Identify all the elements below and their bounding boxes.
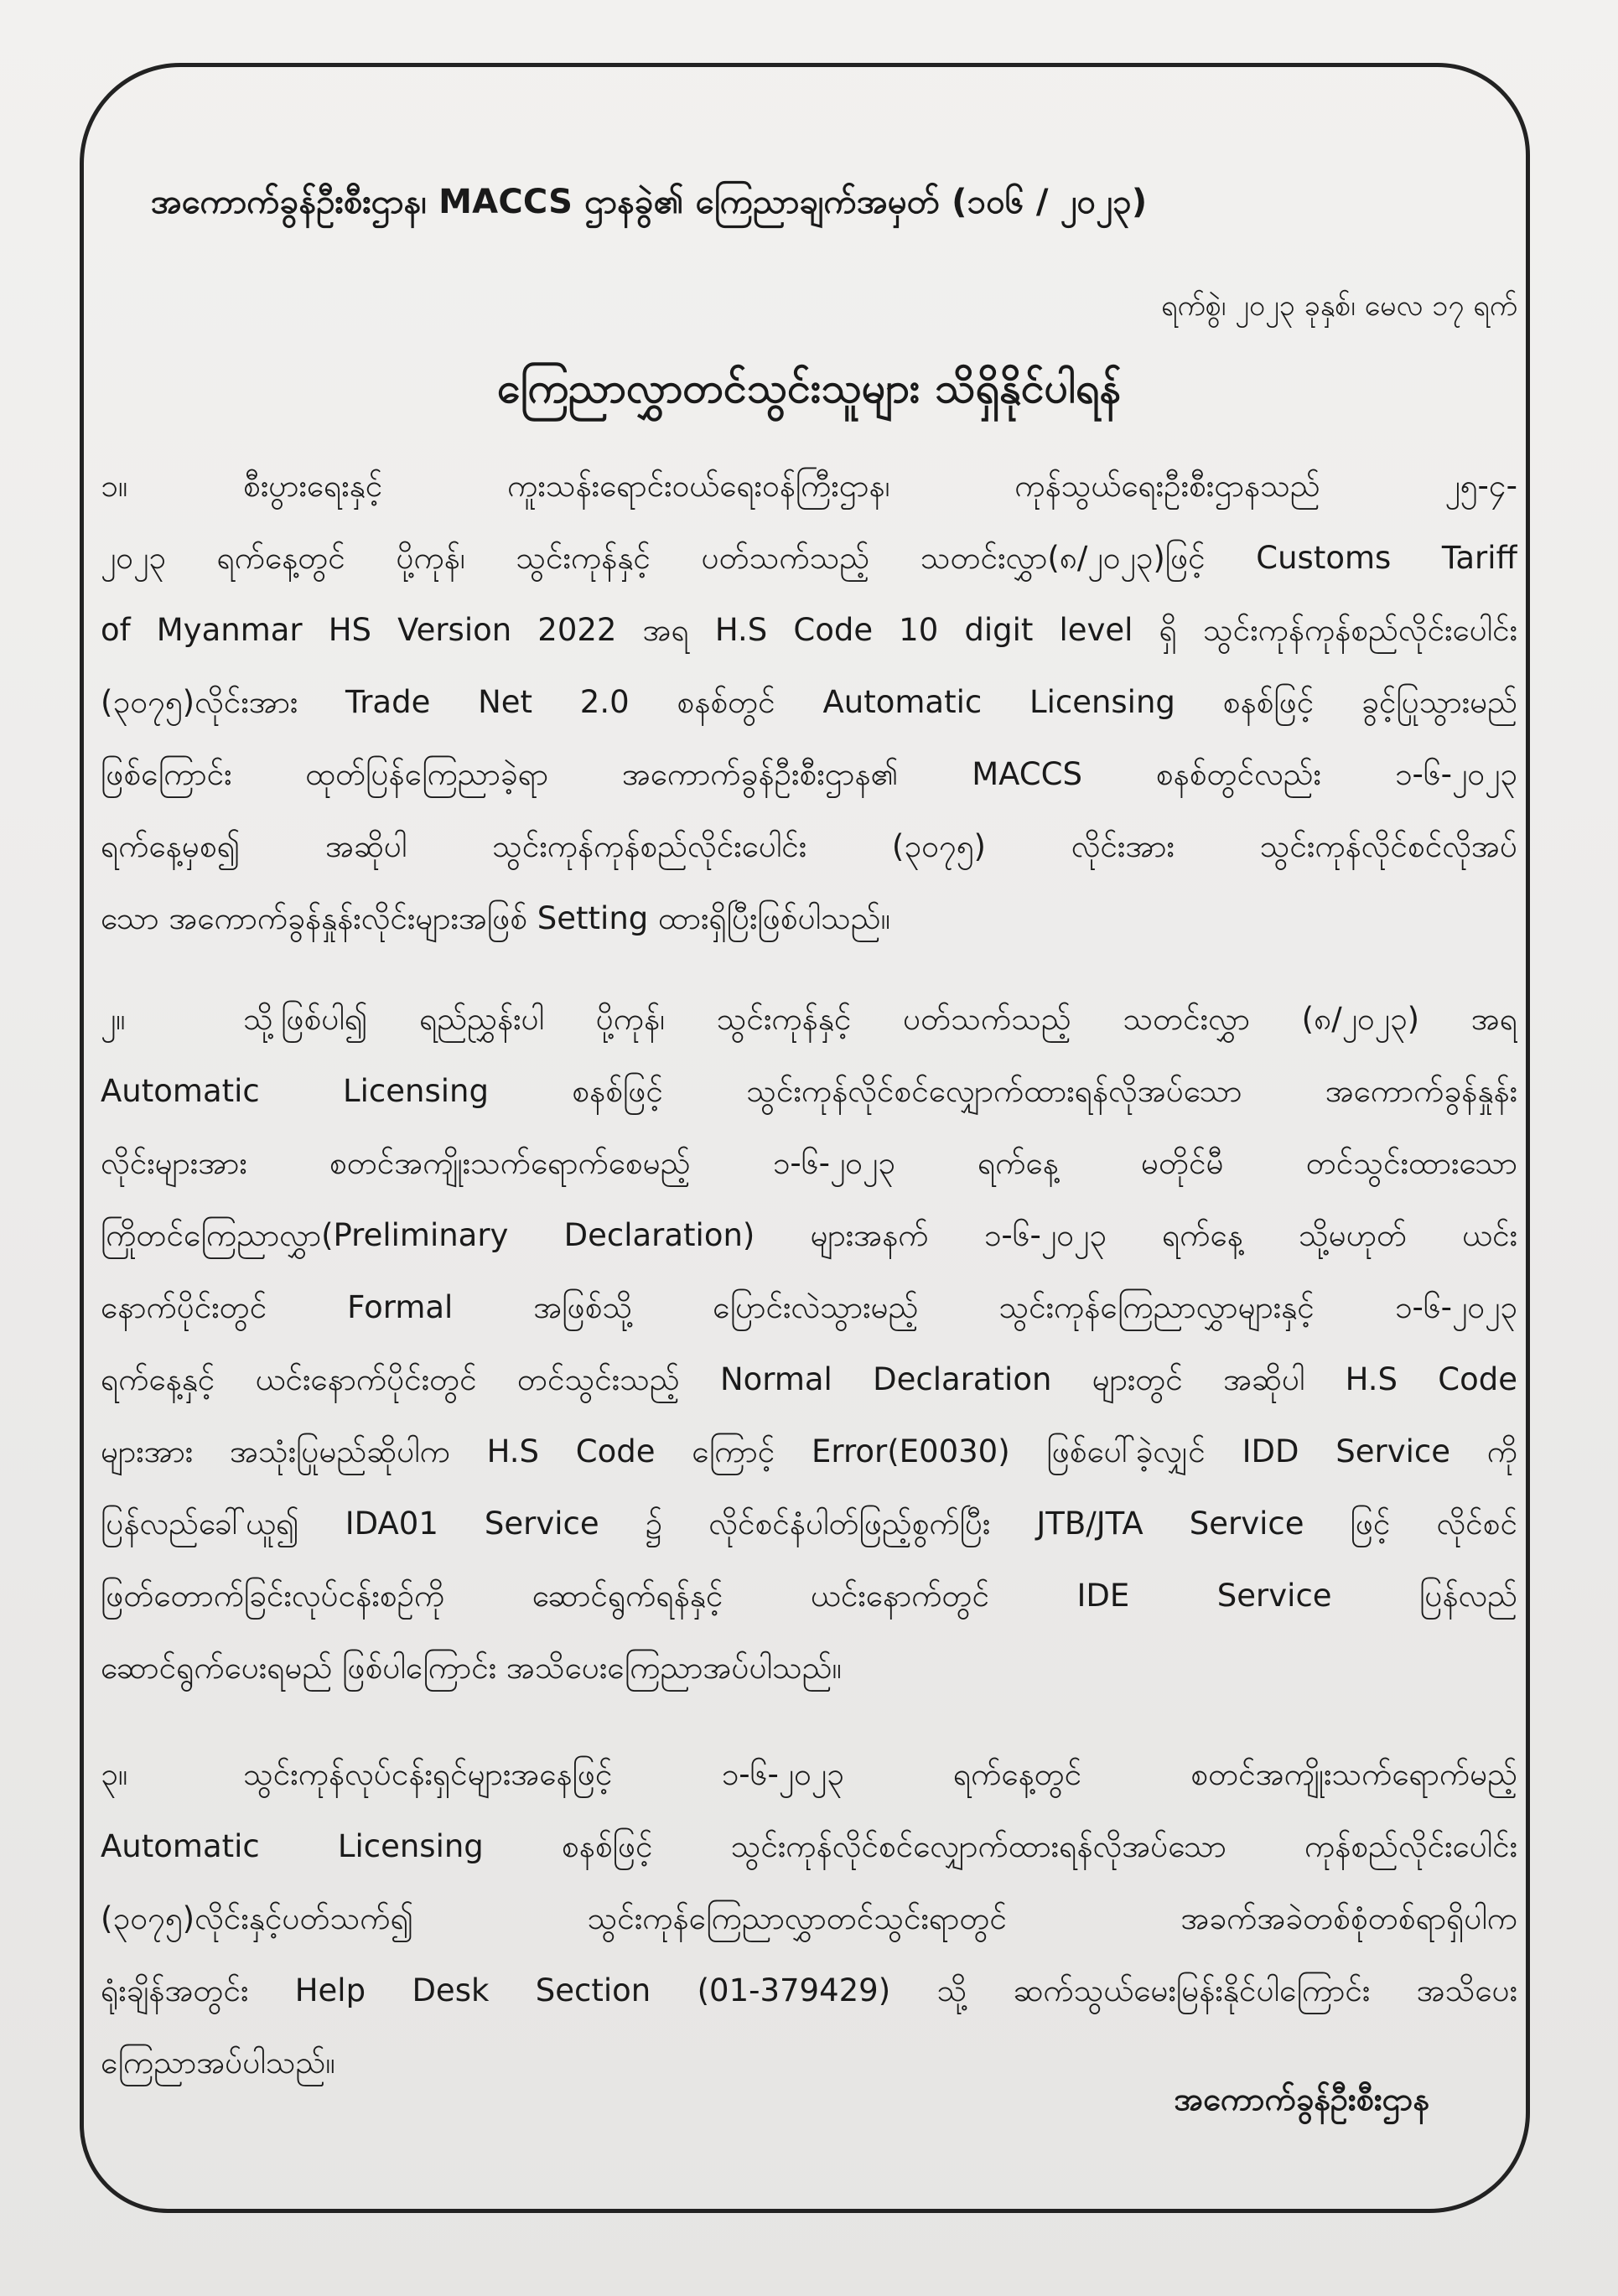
notice-heading: အကောက်ခွန်ဦးစီးဌာန၊ MACCS ဌာနခွဲ၏ ကြေညာချက်အမှတ် (၁၀၆ / ၂၀၂၃): [151, 183, 1148, 221]
paragraph-line: ၃။ သွင်းကုန်လုပ်ငန်းရှင်များအနေဖြင့် ၁-၆-၂၀၂၃ ရက်နေ့တွင် စတင်အကျိုးသက်ရောက်မည့်: [101, 1739, 1517, 1811]
paragraph-line: သော အကောက်ခွန်နှုန်းလိုင်းများအဖြစ် Setting ထားရှိပြီးဖြစ်ပါသည်။: [101, 900, 890, 936]
paragraph-2: [101, 983, 1517, 1704]
paragraph-number: ၁။: [101, 468, 128, 504]
paragraph-line: ဖြတ်တောက်ခြင်းလုပ်ငန်းစဉ်ကို ဆောင်ရွက်ရန်နှင့် ယင်းနောက်တွင် IDE Service ပြန်လည်: [101, 1578, 1517, 1614]
paragraph-line: ၁။ စီးပွားရေးနှင့် ကူးသန်းရောင်းဝယ်ရေးဝန်ကြီးဌာန၊ ကုန်သွယ်ရေးဦးစီးဌာနသည် ၂၅-၄-: [101, 450, 1517, 522]
paragraph-line: Automatic Licensing စနစ်ဖြင့် သွင်းကုန်လိုင်စင်လျှောက်ထားရန်လိုအပ်သော ကုန်စည်လိုင်းပေါင်း: [101, 1828, 1517, 1864]
paragraph-3: [101, 1739, 1517, 2099]
notice-date: ရက်စွဲ၊ ၂၀၂၃ ခုနှစ်၊ မေလ ၁၇ ရက်: [1161, 289, 1517, 323]
paragraph-1: [101, 450, 1517, 955]
issuer-signature: အကောက်ခွန်ဦးစီးဌာန: [1174, 2081, 1429, 2117]
paragraph-line: ရက်နေ့နှင့် ယင်းနောက်ပိုင်းတွင် တင်သွင်းသည့် Normal Declaration များတွင် အဆိုပါ H.S Code: [101, 1361, 1517, 1397]
paragraph-line: ဖြစ်ကြောင်း ထုတ်ပြန်ကြေညာခဲ့ရာ အကောက်ခွန်ဦးစီးဌာန၏ MACCS စနစ်တွင်လည်း ၁-၆-၂၀၂၃: [101, 756, 1517, 792]
paragraph-line: ၂။ သို့ဖြစ်ပါ၍ ရည်ညွှန်းပါ ပို့ကုန်၊ သွင်းကုန်နှင့် ပတ်သက်သည့် သတင်းလွှာ (၈/၂၀၂၃) အရ: [101, 983, 1517, 1055]
paragraph-line: နောက်ပိုင်းတွင် Formal အဖြစ်သို့ ပြောင်းလဲသွားမည့် သွင်းကုန်ကြေညာလွှာများနှင့် ၁-၆-၂၀၂၃: [101, 1289, 1517, 1325]
notice-subtitle: ကြေညာလွှာတင်သွင်းသူများ သိရှိနိုင်ပါရန်: [496, 364, 1122, 412]
paragraph-line: ကြိုတင်ကြေညာလွှာ(Preliminary Declaration) များအနက် ၁-၆-၂၀၂၃ ရက်နေ့ သို့မဟုတ် ယင်း: [101, 1217, 1517, 1253]
paragraph-number: ၂။: [101, 1001, 126, 1037]
paragraph-line: of Myanmar HS Version 2022 အရ H.S Code 10 digit level ရှိ သွင်းကုန်ကုန်စည်လိုင်းပေါင်း: [101, 612, 1517, 648]
paragraph-line: (၃၀၇၅)လိုင်းအား Trade Net 2.0 စနစ်တွင် Automatic Licensing စနစ်ဖြင့် ခွင့်ပြုသွားမည်: [101, 684, 1517, 720]
paragraph-line: ကြေညာအပ်ပါသည်။: [101, 2045, 335, 2081]
paragraph-line: များအား အသုံးပြုမည်ဆိုပါက H.S Code ကြောင့် Error(E0030) ဖြစ်ပေါ်ခဲ့လျှင် IDD Service ကို: [101, 1433, 1517, 1469]
paragraph-line: ၂၀၂၃ ရက်နေ့တွင် ပို့ကုန်၊ သွင်းကုန်နှင့် ပတ်သက်သည့် သတင်းလွှာ(၈/၂၀၂၃)ဖြင့် Customs Tariff: [101, 540, 1517, 576]
paragraph-line: ရုံးချိန်အတွင်း Help Desk Section (01-379429) သို့ ဆက်သွယ်မေးမြန်းနိုင်ပါကြောင်း အသိပေး: [101, 1972, 1517, 2008]
paragraph-line: ပြန်လည်ခေါ်ယူ၍ IDA01 Service ၌ လိုင်စင်နံပါတ်ဖြည့်စွက်ပြီး JTB/JTA Service ဖြင့် လိုင်စင်: [101, 1506, 1517, 1542]
paragraph-line: လိုင်းများအား စတင်အကျိုးသက်ရောက်စေမည့် ၁-၆-၂၀၂၃ ရက်နေ့ မတိုင်မီ တင်သွင်းထားသော: [101, 1145, 1517, 1181]
paragraph-line: Automatic Licensing စနစ်ဖြင့် သွင်းကုန်လိုင်စင်လျှောက်ထားရန်လိုအပ်သော အကောက်ခွန်နှုန်း: [101, 1073, 1517, 1109]
paragraph-line: ရက်နေ့မှစ၍ အဆိုပါ သွင်းကုန်ကုန်စည်လိုင်းပေါင်း (၃၀၇၅) လိုင်းအား သွင်းကုန်လိုင်စင်လိုအပ်: [101, 828, 1517, 864]
paragraph-number: ၃။: [101, 1756, 128, 1792]
paragraph-line: ဆောင်ရွက်ပေးရမည် ဖြစ်ပါကြောင်း အသိပေးကြေညာအပ်ပါသည်။: [101, 1650, 842, 1686]
paragraph-line: (၃၀၇၅)လိုင်းနှင့်ပတ်သက်၍ သွင်းကုန်ကြေညာလွှာတင်သွင်းရာတွင် အခက်အခဲတစ်စုံတစ်ရာရှိပါက: [101, 1900, 1517, 1936]
